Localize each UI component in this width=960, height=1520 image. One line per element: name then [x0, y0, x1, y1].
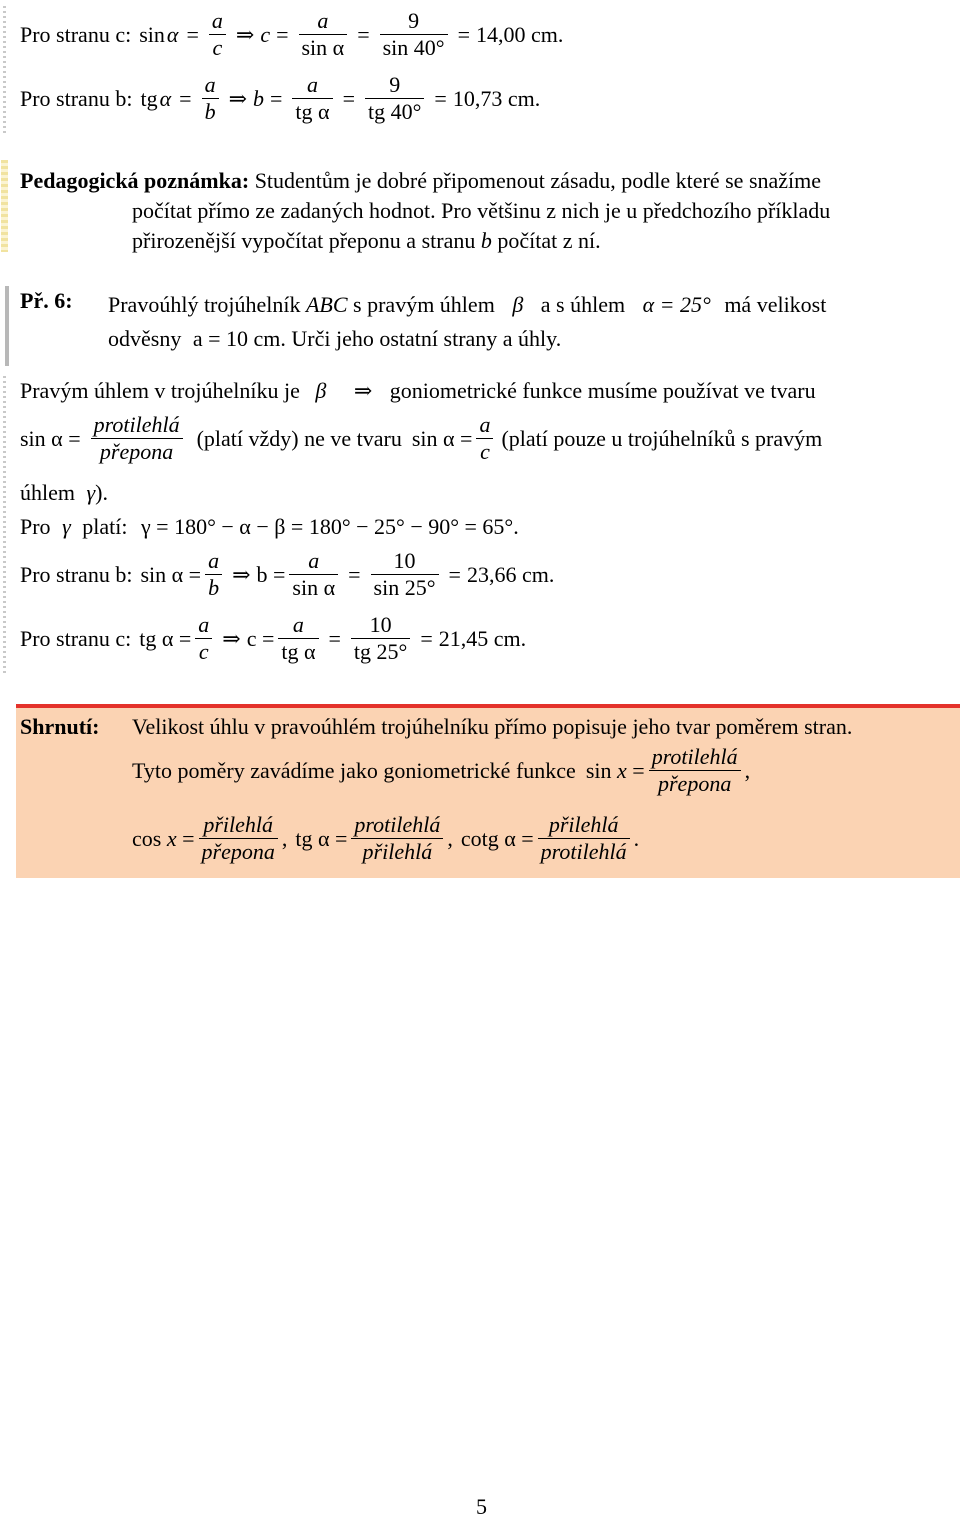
num: a: [278, 612, 318, 639]
den: c: [212, 35, 223, 60]
formula-side-c-sin: [20, 8, 563, 61]
text-part: (platí vždy) ne ve tvaru: [196, 425, 402, 451]
den: protilehlá: [540, 839, 627, 864]
example-text-part: s pravým úhlem: [353, 292, 495, 317]
margin-note-stripe: [1, 160, 8, 252]
note-line: přirozenější vypočítat přeponu a stranu: [132, 228, 476, 253]
var-b: b: [253, 85, 264, 111]
fraction-9-over-sin40: [380, 8, 448, 61]
side-a-value: a = 10 cm: [192, 326, 281, 351]
tg-alpha: tg α =: [139, 625, 192, 651]
gamma-angle-text: [20, 480, 108, 506]
fraction-prilehla-protilehla: [538, 812, 630, 865]
den: c: [198, 639, 209, 664]
fraction-a-over-tg: [278, 612, 318, 665]
den: tg 40°: [367, 99, 422, 124]
fraction-protilehla-prilehla: [351, 812, 443, 865]
den: b: [204, 99, 216, 124]
den: sin 25°: [373, 575, 436, 600]
summary-label: Shrnutí:: [20, 714, 100, 739]
alpha-symbol: α: [166, 21, 179, 47]
den: tg α: [281, 639, 316, 664]
den: tg α: [295, 99, 330, 124]
sin-x: sin x =: [585, 757, 645, 783]
example-text-part: odvěsny: [108, 326, 182, 351]
tg-alpha: tg α =: [295, 825, 348, 851]
num: a: [476, 412, 493, 439]
example-text: [108, 288, 826, 356]
text-part: (platí pouze u trojúhelníků s pravým: [501, 425, 823, 451]
gamma-symbol: γ: [62, 514, 71, 539]
formula-side-b-sin: Pro stranu b: sin α = $\frac{a}{b}$ ⇒ b = $\frac{a}{\text{sin α}}$ = $\frac{10}{\sin 25^\circ}$ = 23,66 cm.: [20, 548, 555, 600]
var-b: b: [480, 228, 492, 253]
note-label: Pedagogická poznámka:: [20, 168, 250, 193]
result: 21,45 cm.: [438, 625, 527, 651]
text-part: goniometrické funkce musíme používat ve tvaru: [389, 378, 816, 403]
formula-side-b-tg: [20, 72, 540, 125]
gamma-equation: γ = 180° − α − β = 180° − 25° − 90° = 65°.: [140, 514, 519, 539]
den: sin α: [292, 575, 336, 600]
text-part: Pravým úhlem v trojúhelníku je: [20, 378, 300, 403]
result: 14,00 cm.: [476, 21, 564, 47]
right-angle-text: [20, 378, 816, 404]
cotg-alpha: cotg α =: [460, 825, 534, 851]
equals: =: [179, 85, 192, 111]
num: a: [195, 612, 212, 639]
fraction-protilehla-prepona: [91, 412, 183, 465]
example-text-part: má velikost: [724, 292, 827, 317]
formula-prefix: Pro stranu c:: [20, 21, 132, 47]
num: 9: [380, 8, 448, 35]
text-part: Pro: [20, 514, 51, 539]
implies-arrow: ⇒: [228, 85, 247, 111]
pedagogical-note: [20, 166, 830, 256]
note-line: počítat přímo ze zadaných hodnot. Pro většinu z nich je u předchozího příkladu: [132, 198, 831, 223]
sin-definition-line: [20, 412, 822, 465]
fraction-a-over-b: [202, 72, 219, 125]
margin-example-stripe: [5, 286, 9, 366]
fraction-a-over-c: [195, 612, 212, 665]
note-line: počítat z ní.: [497, 228, 601, 253]
sin-fn: sin: [139, 21, 165, 47]
summary-line-3: cos x = $\frac{\text{přilehlá}}{\text{přepona}}$ , tg α = $\frac{\text{protilehlá}}{\text{přilehlá}}$ , cotg α = $\frac{\text{přilehlá}}{\text{protilehlá}}$ .: [132, 812, 640, 864]
fraction-a-over-sin: [299, 8, 348, 61]
fraction-a-over-sin: [289, 548, 338, 601]
implies-arrow: ⇒: [353, 378, 373, 403]
fraction-a-over-b: [205, 548, 222, 601]
den: přepona: [201, 839, 275, 864]
equals: =: [357, 21, 370, 47]
num: a: [292, 72, 332, 99]
num: a: [289, 548, 338, 575]
equals: =: [342, 85, 355, 111]
num: 10: [371, 548, 439, 575]
den: c: [480, 439, 490, 464]
formula-prefix: Pro stranu b:: [20, 85, 133, 111]
den: přilehlá: [362, 839, 433, 864]
implies-arrow: ⇒: [232, 561, 251, 587]
num: protilehlá: [351, 812, 443, 839]
num: přilehlá: [538, 812, 630, 839]
fraction-a-over-c: [476, 412, 493, 465]
den: přepona: [658, 771, 732, 796]
tg-fn: tg: [140, 85, 158, 111]
sin-alpha: sin α =: [411, 425, 473, 451]
gamma-symbol: γ: [86, 480, 96, 505]
text-part: platí:: [82, 514, 128, 539]
equals: =: [434, 85, 447, 111]
note-line: Studentům je dobré připomenout zásadu, podle které se snažíme: [254, 168, 822, 193]
example-label: Př. 6:: [20, 288, 73, 313]
summary-line-2: Tyto poměry zavádíme jako goniometrické funkce sin x = $\frac{\text{protilehlá}}{\text{přepona}}$ ,: [132, 744, 751, 796]
num: 10: [351, 612, 410, 639]
result: 10,73 cm.: [452, 85, 541, 111]
gamma-line: [20, 514, 519, 540]
den: b: [208, 575, 220, 600]
page-number: 5: [476, 1494, 487, 1519]
result: 23,66 cm.: [466, 561, 555, 587]
num: 9: [365, 72, 424, 99]
summary-text: Tyto poměry zavádíme jako goniometrické funkce: [132, 757, 576, 783]
implies-arrow: ⇒: [222, 625, 241, 651]
summary-line-1: Velikost úhlu v pravoúhlém trojúhelníku přímo popisuje jeho tvar poměrem stran.: [132, 714, 853, 739]
num: protilehlá: [91, 412, 183, 439]
fraction-protilehla-prepona: [649, 744, 741, 797]
margin-dots-top: [3, 6, 6, 136]
cos-x: cos x =: [132, 825, 195, 851]
fraction-a-over-tg: [292, 72, 332, 125]
fraction-9-over-tg40: [365, 72, 424, 125]
alpha-value: α = 25°: [642, 292, 711, 317]
equals: =: [270, 85, 283, 111]
margin-dots-bottom: [3, 376, 6, 676]
num: a: [209, 8, 226, 35]
equals: =: [186, 21, 199, 47]
implies-arrow: ⇒: [235, 21, 255, 47]
fraction-a-over-c: [209, 8, 226, 61]
example-text-part: a s úhlem: [540, 292, 626, 317]
fraction-prilehla-prepona: [199, 812, 278, 865]
beta-symbol: β: [512, 292, 524, 317]
beta-symbol: β: [315, 378, 327, 403]
num: a: [299, 8, 348, 35]
num: přilehlá: [199, 812, 278, 839]
sin-alpha: sin α =: [140, 561, 202, 587]
text-part: úhlem: [20, 480, 75, 505]
example-text-part: . Urči jeho ostatní strany a úhly.: [280, 326, 562, 351]
fraction-10-over-tg25: [351, 612, 410, 665]
den: sin 40°: [382, 35, 445, 60]
equals: =: [457, 21, 471, 47]
sin-alpha: sin α =: [20, 425, 81, 451]
triangle-name: ABC: [305, 292, 348, 317]
formula-prefix: Pro stranu c:: [20, 625, 132, 651]
text-part: ).: [95, 480, 108, 505]
formula-prefix: Pro stranu b:: [20, 561, 133, 587]
example-text-part: Pravoúhlý trojúhelník: [108, 292, 301, 317]
var-c: c: [260, 21, 271, 47]
formula-side-c-tg: Pro stranu c: tg α = $\frac{a}{c}$ ⇒ c = $\frac{a}{\text{tg α}}$ = $\frac{10}{tg 25^\circ}$ = 21,45 cm.: [20, 612, 527, 664]
var-c: c =: [246, 625, 275, 651]
num: a: [202, 72, 219, 99]
equals: =: [276, 21, 289, 47]
den: sin α: [301, 35, 345, 60]
den: tg 25°: [353, 639, 408, 664]
den: přepona: [99, 439, 174, 464]
fraction-10-over-sin25: [371, 548, 439, 601]
alpha-symbol: α: [159, 85, 172, 111]
num: a: [205, 548, 222, 575]
var-b: b =: [256, 561, 286, 587]
num: protilehlá: [649, 744, 741, 771]
